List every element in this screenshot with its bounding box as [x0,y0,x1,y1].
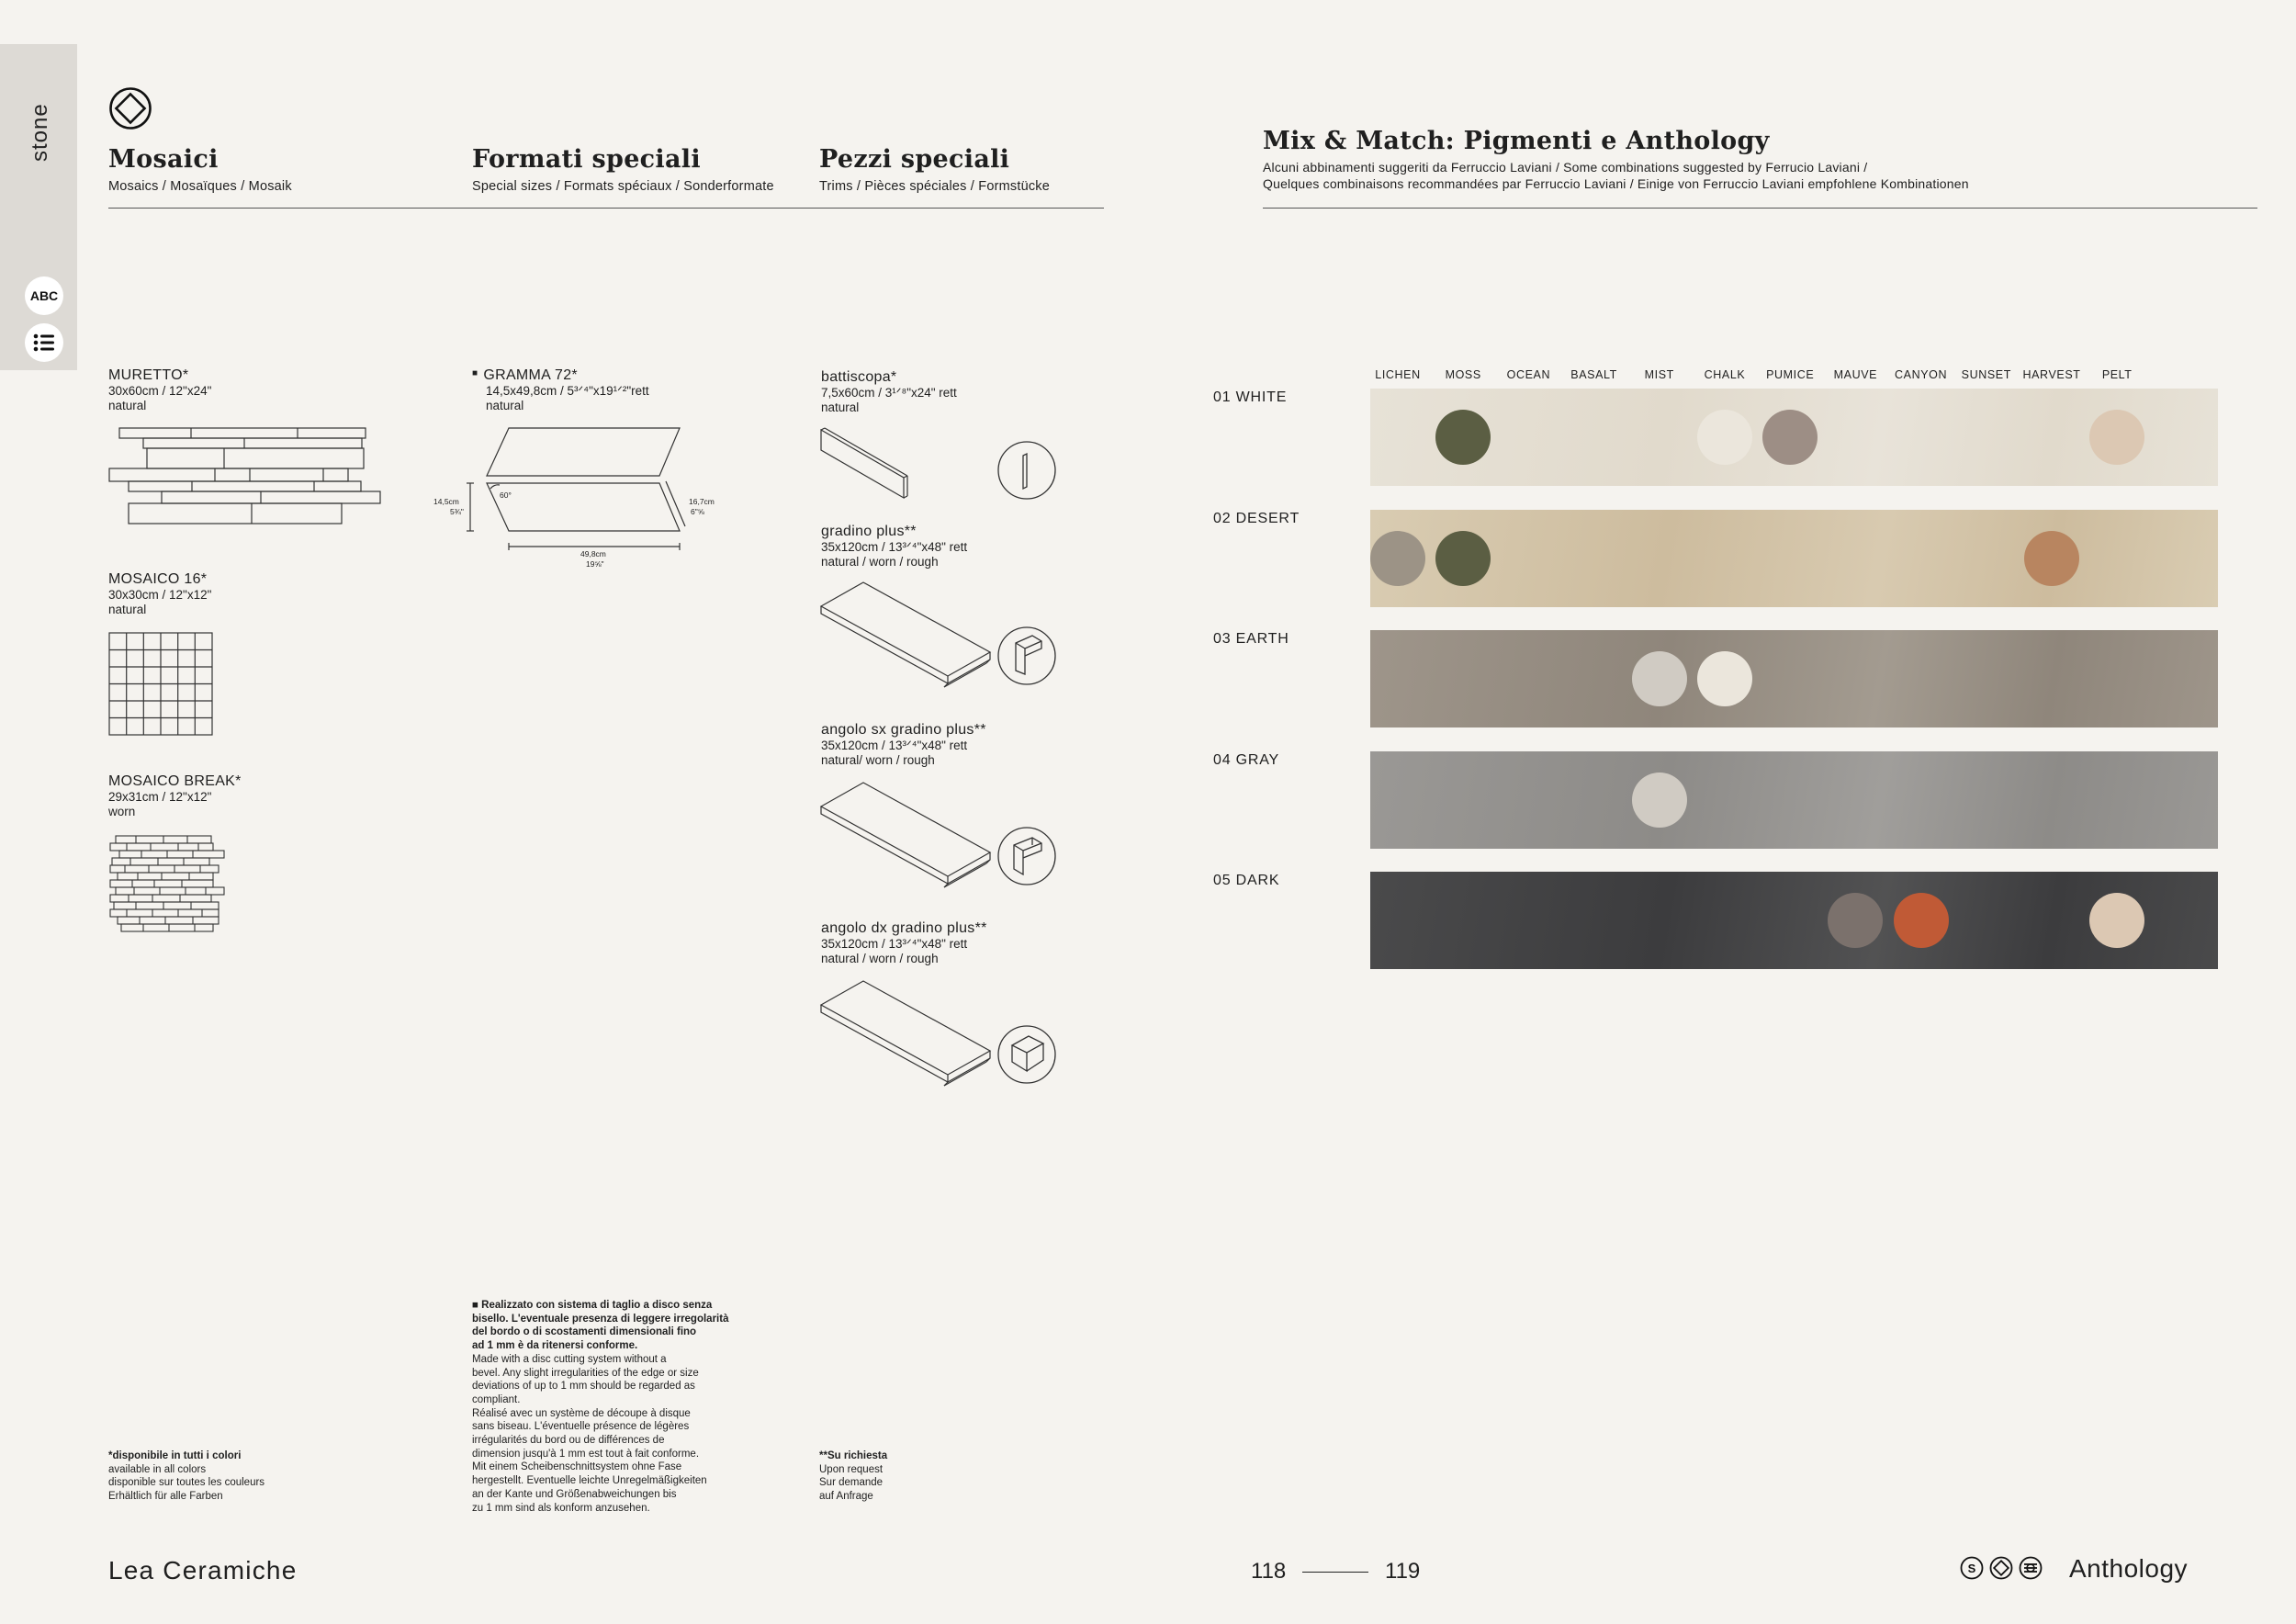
item-title: battiscopa* [821,369,897,385]
angle-label: 60° [500,491,512,500]
section-subtitle: Mosaics / Mosaïques / Mosaik [108,179,292,194]
pigment-swatch-moss [1435,531,1491,586]
footnote-available [108,1449,338,1504]
anthology-row-label: 05 DARK [1213,873,1280,888]
item-finish: worn [108,805,136,818]
footnote-line: Upon request [819,1463,884,1475]
section-subtitle-2: Quelques combinaisons recommandées par Ferruccio Laviani / Einige von Ferruccio Laviani empfohlene Kombinationen [1263,176,1969,191]
pigment-swatch-canyon [1894,893,1949,948]
item-finish: natural/ worn / rough [821,753,935,767]
footnote-line: compliant. [472,1393,521,1405]
item-title: MURETTO* [108,367,189,383]
side-tab [0,44,77,370]
pigment-header: HARVEST [2022,368,2081,381]
anthology-color-strip [1370,751,2218,849]
header-divider [108,208,1104,209]
footnote-title: **Su richiesta [819,1450,888,1461]
pigment-swatch-harvest [2024,531,2079,586]
footnote-title: *disponibile in tutti i colori [108,1450,242,1461]
mosaico-break-drawing [108,834,226,939]
item-size: 14,5x49,8cm / 5³ᐟ⁴"x19¹ᐟ²"rett [486,384,649,398]
footnote-line: zu 1 mm sind als konform anzusehen. [472,1502,650,1514]
item-size: 35x120cm / 13³ᐟ⁴"x48" rett [821,937,968,951]
stone-lines-icon [2019,1556,2043,1580]
item-title: angolo dx gradino plus** [821,920,987,936]
mosaic-break [108,773,242,819]
item-finish: natural [108,399,147,412]
footnote-line: auf Anfrage [819,1491,873,1503]
item-size: 35x120cm / 13³ᐟ⁴"x48" rett [821,540,968,554]
anthology-color-strip [1370,630,2218,727]
pigment-header: MIST [1644,368,1674,381]
item-title: angolo sx gradino plus** [821,722,986,738]
trim-gradino-plus [821,524,967,570]
item-title: MOSAICO BREAK* [108,773,242,789]
gramma-drawing [432,423,735,575]
mosaico16-grid-drawing [108,632,214,737]
anthology-row-label: 04 GRAY [1213,752,1279,768]
height-cm-label: 14,5cm [433,497,459,506]
pigment-header: BASALT [1570,368,1617,381]
pigment-swatch-moss [1435,410,1491,465]
section-subtitle: Trims / Pièces spéciales / Formstücke [819,179,1051,194]
pigment-header: CANYON [1895,368,1948,381]
height-in-label: 5¾" [450,507,464,516]
item-size: 35x120cm / 13³ᐟ⁴"x48" rett [821,739,968,752]
section-title: Mix & Match: Pigmenti e Anthology [1263,127,1770,155]
width-cm-label: 49,8cm [580,549,606,558]
battiscopa-profile-icon [996,439,1058,502]
pigment-header: PELT [2101,368,2133,381]
footnote-line: dimension jusqu'à 1 mm est tout à fait conforme. [472,1448,700,1460]
anthology-row-label: 03 EARTH [1213,631,1289,647]
item-finish: natural / worn / rough [821,952,939,965]
stone-diamond-small-icon [1989,1556,2013,1580]
footnote-bold-line: ad 1 mm è da ritenersi conforme. [472,1340,638,1352]
item-title: MOSAICO 16* [108,571,208,587]
footnote-line: Made with a disc cutting system without a [472,1353,667,1365]
page-number-left: 118 [1251,1559,1287,1584]
list-icon[interactable] [25,323,63,362]
formati-header [472,145,774,194]
footnote-line: Sur demande [819,1477,884,1489]
stone-diamond-icon [108,86,152,135]
mosaic-muretto [108,367,211,413]
footnote-disc-cut [472,1299,784,1515]
footer-brand-left: Lea Ceramiche [108,1556,298,1585]
trim-angolo-sx [821,722,986,768]
section-subtitle-1: Alcuni abbinamenti suggeriti da Ferruccio Laviani / Some combinations suggested by Ferrucio Laviani / [1263,160,1868,175]
item-title: gradino plus** [821,524,917,539]
angolo-sx-profile-icon [996,825,1058,887]
page-number-divider [1302,1572,1368,1573]
pigment-header: LICHEN [1375,368,1421,381]
pigment-header: SUNSET [1961,368,2011,381]
footnote-bold-line: bisello. L'eventuale presenza di leggere irregolarità [472,1313,729,1325]
trim-battiscopa [821,369,957,415]
pigment-header: CHALK [1704,368,1746,381]
item-bullet: ■ [472,368,478,378]
depth-cm-label: 16,7cm [689,497,715,506]
pigment-swatch-pelt [2089,893,2144,948]
side-tab-label: stone [28,103,52,162]
anthology-color-strip [1370,510,2218,607]
footnote-line: disponible sur toutes les couleurs [108,1477,265,1489]
item-title: GRAMMA 72* [483,367,578,383]
footnote-line: available in all colors [108,1463,207,1475]
mix-divider [1263,208,2257,209]
mosaici-header [108,145,292,194]
item-finish: natural [108,603,147,616]
section-title: Formati speciali [472,145,701,174]
pigment-swatch-mauve [1828,893,1883,948]
section-title: Mosaici [108,145,219,174]
item-size: 30x60cm / 12"x24" [108,384,212,398]
pigment-header: MOSS [1445,368,1481,381]
angolo-dx-profile-icon [996,1023,1058,1086]
anthology-row-label: 02 DESERT [1213,511,1300,526]
footnote-line: bevel. Any slight irregularities of the edge or size [472,1367,699,1379]
pigment-header: PUMICE [1766,368,1815,381]
gramma-72 [472,367,649,413]
footnote-line: sans biseau. L'éventuelle présence de légères [472,1421,690,1433]
angolo-dx-drawing [819,977,994,1088]
pigment-swatch-lichen [1370,531,1425,586]
mosaic-16 [108,571,211,617]
pigment-swatch-pumice [1762,410,1818,465]
pigment-header: MAUVE [1833,368,1878,381]
footnote-line: Réalisé avec un système de découpe à disque [472,1407,691,1419]
mix-header [1263,127,2255,191]
footnote-line: Mit einem Scheibenschnittsystem ohne Fase [472,1461,682,1473]
anthology-row-label: 01 WHITE [1213,389,1288,405]
pigment-swatch-chalk [1697,651,1752,706]
pigment-swatch-chalk [1697,410,1752,465]
section-title: Pezzi speciali [819,145,1010,174]
item-finish: natural [486,399,524,412]
anthology-color-strip [1370,872,2218,969]
trim-angolo-dx [821,920,987,966]
pigment-swatch-mist [1632,651,1687,706]
angolo-sx-drawing [819,779,994,889]
footnote-bold-line: del bordo o di scostamenti dimensionali fino [472,1326,697,1338]
item-finish: natural [821,400,860,414]
section-subtitle: Special sizes / Formats spéciaux / Sonderformate [472,179,774,194]
depth-in-label: 6"⅝ [691,507,704,516]
footnote-line: hergestellt. Eventuelle leichte Unregelmäßigkeiten [472,1475,707,1487]
footnote-line: deviations of up to 1 mm should be regarded as [472,1381,695,1393]
gradino-profile-icon [996,625,1058,687]
item-size: 29x31cm / 12"x12" [108,790,212,804]
pigment-swatch-pelt [2089,410,2144,465]
muretto-drawing [107,424,384,536]
width-in-label: 19⅝" [586,559,604,569]
item-size: 30x30cm / 12"x12" [108,588,212,602]
page-number-right: 119 [1385,1559,1421,1584]
gradino-plus-drawing [819,579,994,689]
footer-brand-right: Anthology [2069,1554,2189,1583]
pezzi-header [819,145,1050,194]
item-size: 7,5x60cm / 3¹ᐟ⁸"x24" rett [821,386,957,400]
footnote-line: an der Kante und Größenabweichungen bis [472,1488,677,1500]
stone-s-icon [1960,1556,1984,1580]
footnote-line: irrégularités du bord ou de différences de [472,1435,665,1447]
pigment-header: OCEAN [1506,368,1551,381]
abc-button[interactable]: ABC [25,276,63,315]
svg-text:S: S [1967,1562,1976,1575]
battiscopa-drawing [819,424,911,502]
footnote-line: Erhältlich für alle Farben [108,1491,223,1503]
item-finish: natural / worn / rough [821,555,939,569]
footnote-bold-line: ■ Realizzato con sistema di taglio a disco senza [472,1300,713,1311]
footnote-on-request [819,1449,1003,1504]
anthology-color-strip [1370,389,2218,486]
pigment-swatch-mist [1632,773,1687,828]
